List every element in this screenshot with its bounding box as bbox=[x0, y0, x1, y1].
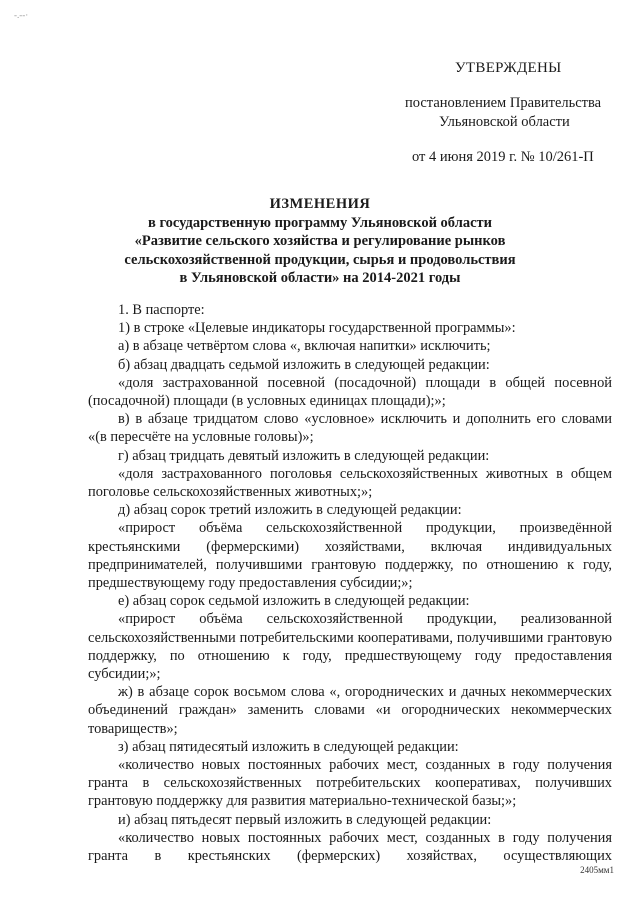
approval-title: УТВЕРЖДЕНЫ bbox=[455, 60, 562, 76]
paragraph: «доля застрахованной посевной (посадочной) площади в общей посевной (посадочной) площади (в условных единицах площади);»; bbox=[88, 374, 612, 410]
heading-line-4: в Ульяновской области» на 2014-2021 годы bbox=[179, 270, 461, 286]
paragraph: «доля застрахованного поголовья сельскохозяйственных животных в общем поголовье сельскохозяйственных животных;»; bbox=[88, 465, 612, 501]
paragraph: «количество новых постоянных рабочих мест, созданных в году получения гранта в крестьянских (фермерских) хозяйствах, осуществляющих bbox=[88, 829, 612, 865]
paragraph: а) в абзаце четвёртом слова «, включая напитки» исключить; bbox=[118, 338, 491, 355]
corner-mark: -.--· bbox=[14, 10, 29, 20]
approval-line-3: от 4 июня 2019 г. № 10/261-П bbox=[412, 149, 594, 165]
document-heading bbox=[110, 195, 530, 288]
paragraph: и) абзац пятьдесят первый изложить в следующей редакции: bbox=[118, 811, 492, 828]
paragraph: ж) в абзаце сорок восьмом слова «, огороднических и дачных некоммерческих объединений граждан» заменить словами «и огороднических некоммерческих товариществ»; bbox=[88, 684, 612, 737]
paragraph: «прирост объёма сельскохозяйственной продукции, реализованной сельскохозяйственными потребительскими кооперативами, получившими грантовую поддержку, по отношению к году, предшествующему году предоставления субсидии;»; bbox=[88, 611, 612, 683]
paragraph: б) абзац двадцать седьмой изложить в следующей редакции: bbox=[118, 356, 490, 373]
approval-line-1: постановлением Правительства bbox=[405, 95, 602, 111]
paragraph: з) абзац пятидесятый изложить в следующей редакции: bbox=[118, 738, 459, 755]
paragraph: «количество новых постоянных рабочих мест, созданных в году получения гранта в сельскохозяйственных потребительских кооперативах, получивших грантовую поддержку для развития материально-технической базы;»; bbox=[88, 757, 612, 810]
paragraph: в) в абзаце тридцатом слово «условное» исключить и дополнить его словами «(в пересчёте на условные головы)»; bbox=[88, 411, 612, 446]
paragraph: 1. В паспорте: bbox=[118, 302, 205, 318]
approval-line-2: Ульяновской области bbox=[439, 114, 570, 130]
paragraph: 1) в строке «Целевые индикаторы государственной программы»: bbox=[118, 320, 516, 337]
paragraph: е) абзац сорок седьмой изложить в следующей редакции: bbox=[118, 593, 470, 610]
document-body bbox=[88, 301, 612, 865]
paragraph: «прирост объёма сельскохозяйственной продукции, произведённой крестьянскими (фермерскими) хозяйствами, включая индивидуальных предпринимателей, получившими грантовую поддержку, по отношению к году, предшествующему году предоставления субсидии;»; bbox=[88, 520, 612, 592]
heading-line-3: сельскохозяйственной продукции, сырья и продовольствия bbox=[124, 251, 516, 268]
heading-line-2: «Развитие сельского хозяйства и регулирование рынков bbox=[134, 233, 506, 249]
heading-line-1: в государственную программу Ульяновской области bbox=[147, 214, 492, 231]
footer-code: 2405мм1 bbox=[580, 865, 614, 875]
paragraph: д) абзац сорок третий изложить в следующей редакции: bbox=[118, 502, 462, 519]
paragraph: г) абзац тридцать девятый изложить в следующей редакции: bbox=[118, 447, 490, 464]
heading-title: ИЗМЕНЕНИЯ bbox=[269, 196, 371, 212]
